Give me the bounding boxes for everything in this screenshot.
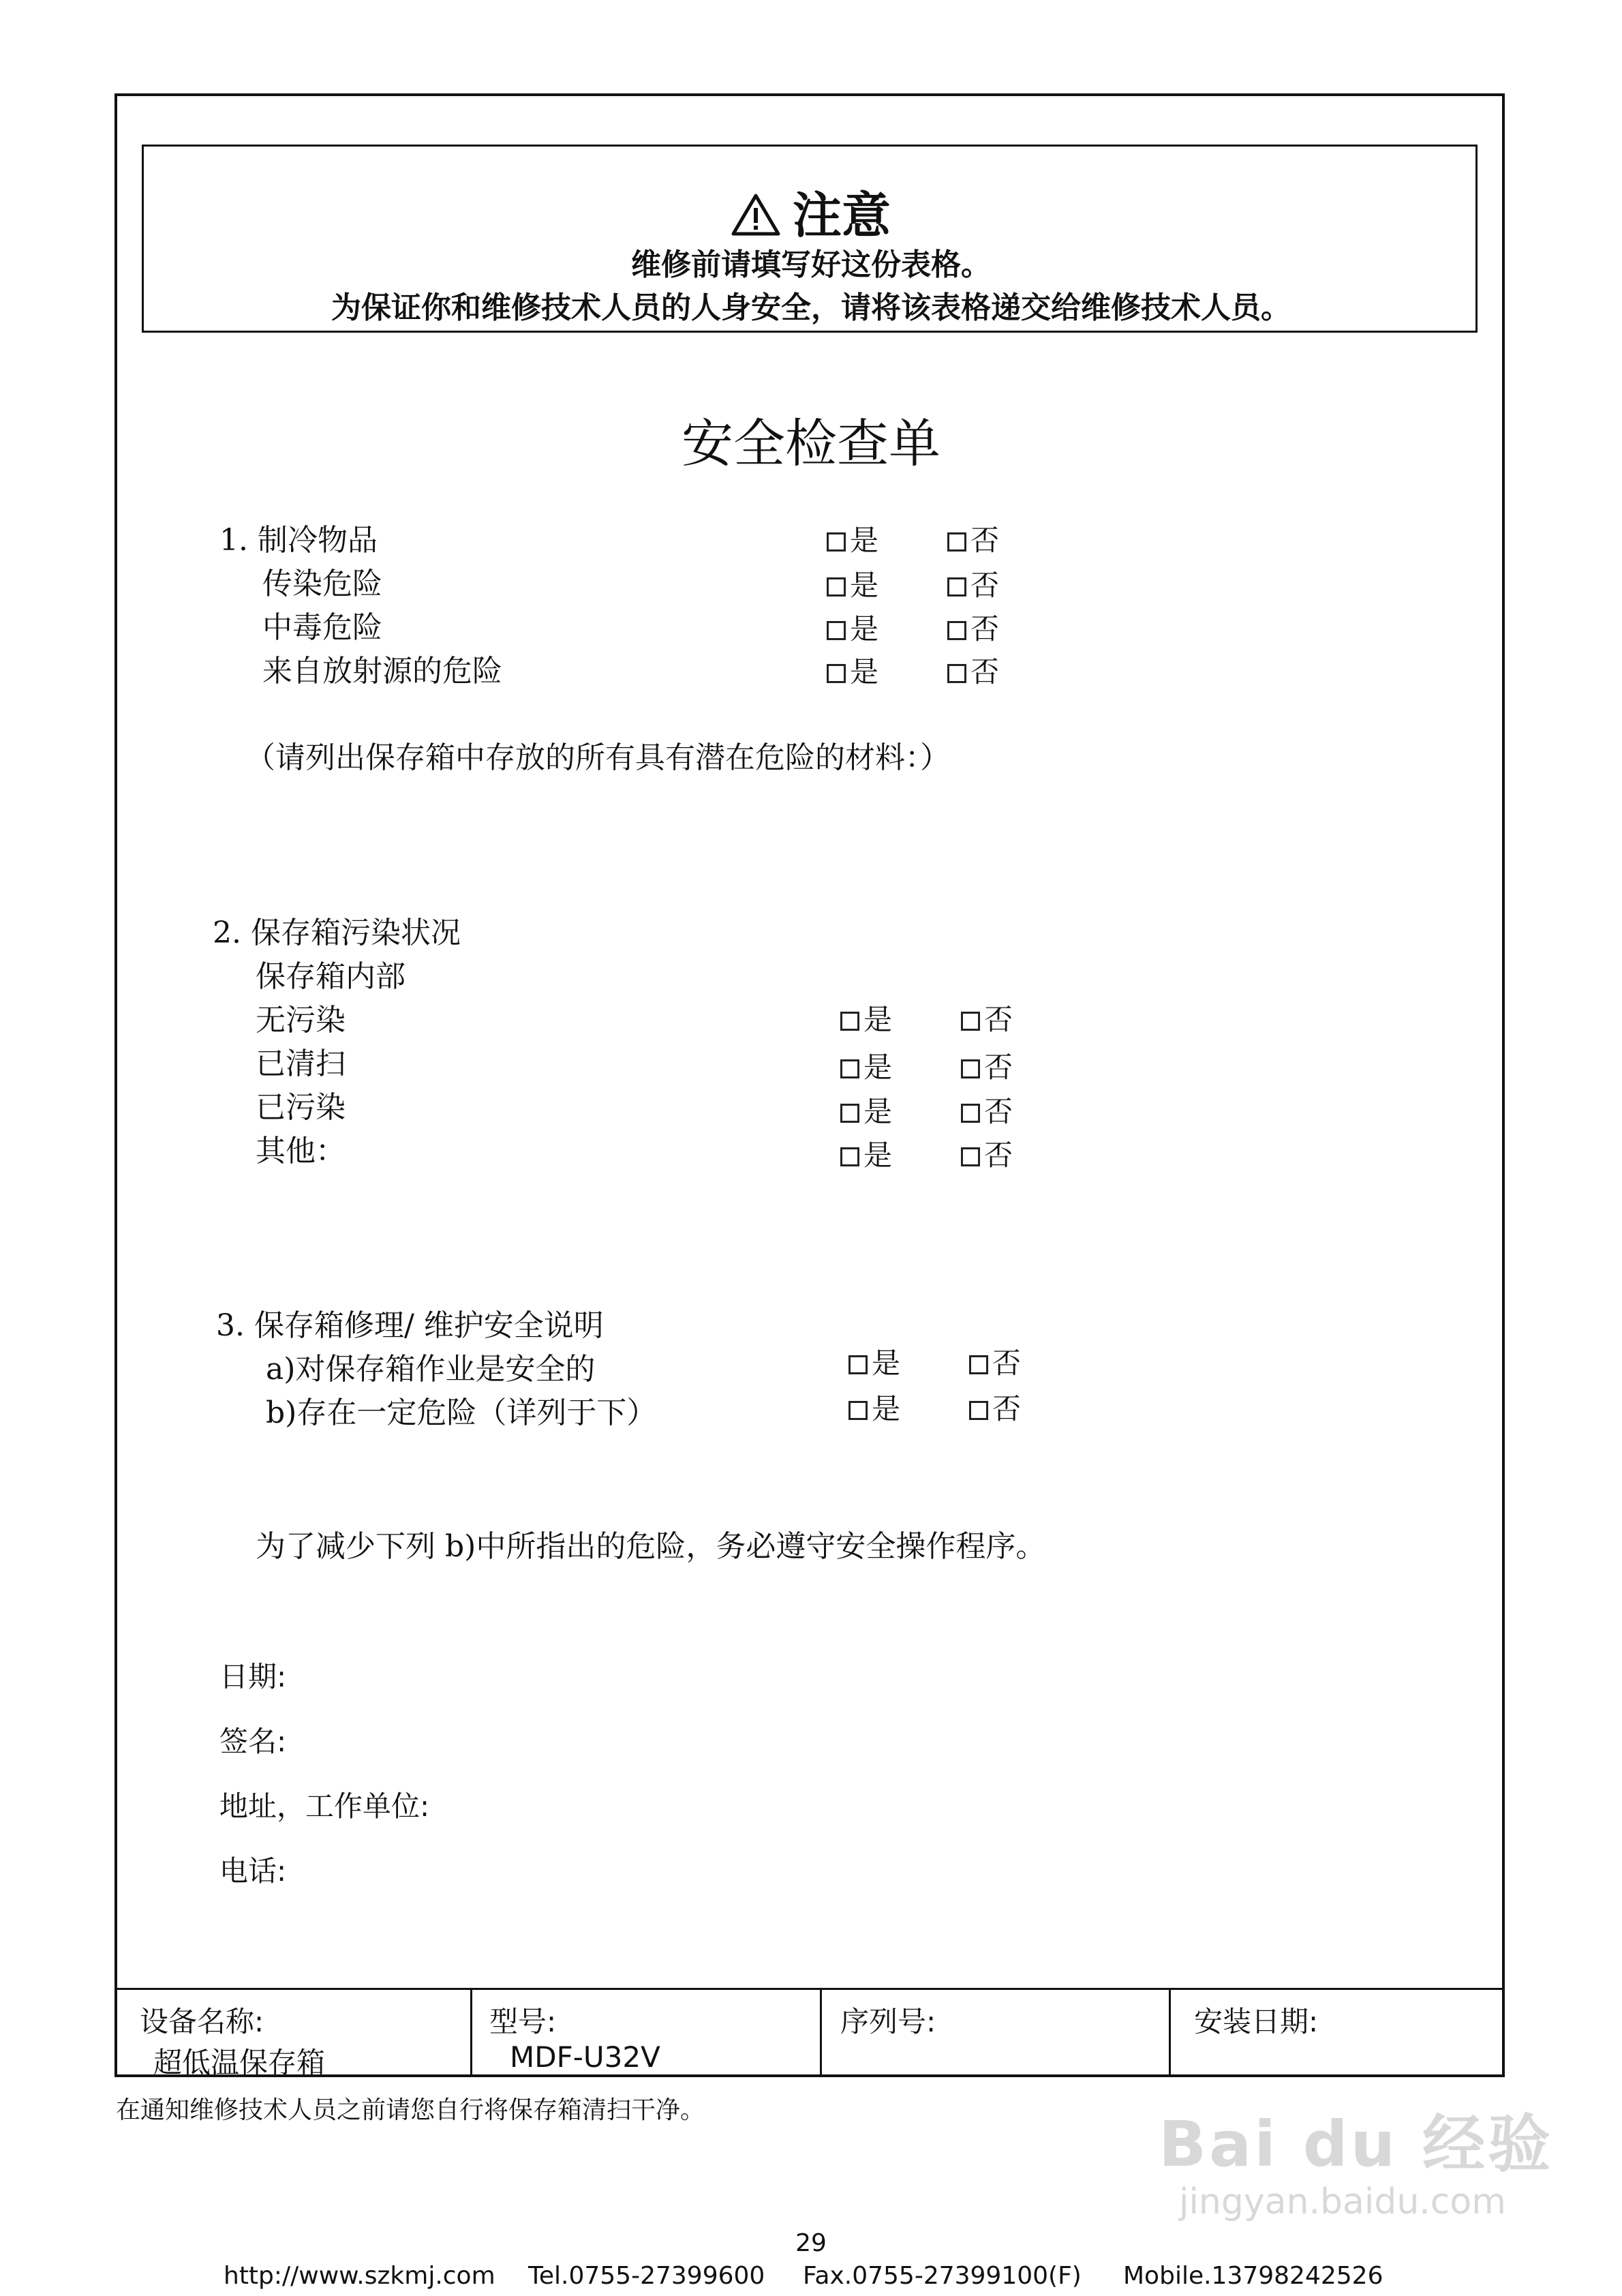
date-field[interactable]: 日期: — [219, 1660, 287, 1693]
checkbox[interactable] — [969, 1401, 988, 1420]
section1-note: （请列出保存箱中存放的所有具有潜在危险的材料：） — [245, 740, 950, 775]
section1-heading-yes[interactable]: 是 — [827, 518, 878, 559]
checkbox[interactable] — [961, 1104, 980, 1123]
section3-item0-yes[interactable]: 是 — [848, 1341, 900, 1382]
checkbox[interactable] — [840, 1012, 859, 1031]
model-value[interactable]: MDF-U32V — [510, 2040, 660, 2074]
checkbox[interactable] — [848, 1401, 868, 1420]
section1-item: 来自放射源的危险 — [262, 654, 502, 689]
section2-item1-yes[interactable]: 是 — [840, 1045, 892, 1086]
section3-note: 为了减少下列 b)中所指出的危险，务必遵守安全操作程序。 — [256, 1529, 1046, 1564]
checkbox[interactable] — [840, 1147, 859, 1166]
checkbox[interactable] — [827, 577, 846, 596]
checkbox[interactable] — [969, 1355, 988, 1374]
table-divider — [470, 1988, 472, 2077]
section3-item1-no[interactable]: 否 — [969, 1387, 1021, 1428]
footnote: 在通知维修技术人员之前请您自行将保存箱清扫干净。 — [116, 2096, 705, 2124]
section1-item3-yes[interactable]: 是 — [827, 650, 878, 691]
section1-item: 传染危险 — [262, 567, 382, 601]
checkbox[interactable] — [947, 577, 966, 596]
section3-item: a)对保存箱作业是安全的 — [266, 1352, 596, 1387]
serial-label[interactable]: 序列号: — [840, 2005, 936, 2038]
section2-item3-no[interactable]: 否 — [961, 1133, 1013, 1174]
section2-item0-no[interactable]: 否 — [961, 997, 1013, 1038]
checkbox[interactable] — [827, 621, 846, 640]
section2-item2-yes[interactable]: 是 — [840, 1089, 892, 1130]
notice-line-1: 维修前请填写好这份表格。 — [631, 247, 991, 282]
section1-heading: 1. 制冷物品 — [219, 523, 378, 558]
address-field[interactable]: 地址，工作单位: — [219, 1789, 430, 1823]
checkbox[interactable] — [947, 664, 966, 683]
section2-heading: 2. 保存箱污染状况 — [213, 916, 461, 950]
section1-heading-no[interactable]: 否 — [947, 518, 999, 559]
section2-item3-yes[interactable]: 是 — [840, 1133, 892, 1174]
footer-fax: Fax.0755-27399100(F) — [803, 2262, 1082, 2290]
table-divider — [1169, 1988, 1171, 2077]
section2-item: 已清扫 — [256, 1046, 346, 1081]
table-divider — [820, 1988, 822, 2077]
model-label: 型号: — [489, 2005, 557, 2038]
section2-subheading: 保存箱内部 — [256, 959, 406, 994]
equipment-name-label: 设备名称: — [140, 2005, 264, 2038]
section2-item0-yes[interactable]: 是 — [840, 997, 892, 1038]
section3-item0-no[interactable]: 否 — [969, 1341, 1021, 1382]
watermark-domain: jingyan.baidu.com — [1179, 2181, 1506, 2222]
equipment-name-value[interactable]: 超低温保存箱 — [153, 2046, 326, 2079]
section1-item2-no[interactable]: 否 — [947, 607, 999, 648]
checkbox[interactable] — [827, 532, 846, 552]
section1-item3-no[interactable]: 否 — [947, 650, 999, 691]
section1-item: 中毒危险 — [262, 610, 382, 645]
section1-item1-no[interactable]: 否 — [947, 563, 999, 604]
notice-title: 注意 — [792, 187, 891, 244]
checkbox[interactable] — [961, 1012, 980, 1031]
checkbox[interactable] — [947, 532, 966, 552]
checkbox[interactable] — [840, 1059, 859, 1078]
watermark-brand: Bai du 经验 — [1159, 2108, 1554, 2181]
checkbox[interactable] — [827, 664, 846, 683]
checkbox[interactable] — [840, 1104, 859, 1123]
section3-item1-yes[interactable]: 是 — [848, 1387, 900, 1428]
section1-item1-yes[interactable]: 是 — [827, 563, 878, 604]
section2-item: 其他： — [256, 1134, 346, 1168]
section3-heading: 3. 保存箱修理/ 维护安全说明 — [216, 1308, 604, 1343]
section2-item2-no[interactable]: 否 — [961, 1089, 1013, 1130]
checkbox[interactable] — [848, 1355, 868, 1374]
footer-tel: Tel.0755-27399600 — [528, 2262, 765, 2290]
phone-field[interactable]: 电话: — [219, 1854, 287, 1888]
signature-field[interactable]: 签名: — [219, 1725, 287, 1758]
page-number: 29 — [795, 2229, 827, 2257]
section1-item2-yes[interactable]: 是 — [827, 607, 878, 648]
checkbox[interactable] — [961, 1059, 980, 1078]
section2-item: 无污染 — [256, 1003, 346, 1038]
checkbox[interactable] — [961, 1147, 980, 1166]
footer-url[interactable]: http://www.szkmj.com — [224, 2262, 495, 2290]
section3-item: b)存在一定危险（详列于下） — [266, 1395, 657, 1430]
notice-title-row — [0, 176, 1622, 248]
notice-line-2: 为保证你和维修技术人员的人身安全，请将该表格递交给维修技术人员。 — [331, 290, 1291, 325]
form-title: 安全检查单 — [682, 413, 940, 474]
install-date-label[interactable]: 安装日期: — [1194, 2005, 1319, 2038]
section2-item: 已污染 — [256, 1090, 346, 1125]
footer-mobile: Mobile.13798242526 — [1123, 2262, 1383, 2290]
section2-item1-no[interactable]: 否 — [961, 1045, 1013, 1086]
checkbox[interactable] — [947, 621, 966, 640]
